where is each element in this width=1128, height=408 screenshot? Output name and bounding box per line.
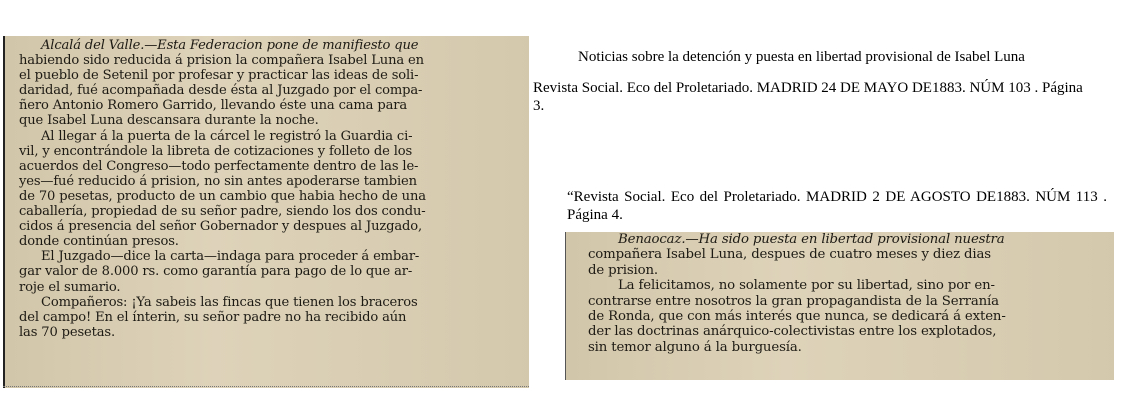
source-citation-may: Revista Social. Eco del Proletariado. MADRID 24 DE MAYO DE1883. NÚM 103 . Página 3. [533, 80, 1083, 114]
clipping-line: de Ronda, que con más interés que nunca, se dedicará á exten- [588, 309, 1006, 325]
clipping-line: sin temor alguno á la burguesía. [588, 339, 802, 355]
page-title: Noticias sobre la detención y puesta en libertad provisional de Isabel Luna [578, 49, 1025, 65]
clipping-line: acuerdos del Congreso—todo perfectamente dentro de las le- [19, 158, 419, 174]
clipping-line: de prision. [588, 262, 658, 278]
clipping-line: daridad, fué acompañada desde ésta al Juzgado por el compa- [19, 83, 423, 99]
clipping-line: La felicitamos, no solamente por su libertad, sino por en- [618, 278, 995, 294]
clipping-line: de 70 pesetas, producto de un cambio que habia hecho de una [19, 188, 426, 204]
clipping-line: Alcalá del Valle.—Esta Federacion pone de manifiesto que [41, 38, 419, 53]
clipping-line: cidos á presencia del señor Gobernador y despues al Juzgado, [19, 219, 422, 235]
clipping-line: yes—fué reducido á prision, no sin antes apoderarse tambien [19, 173, 417, 189]
clipping-line: compañera Isabel Luna, despues de cuatro meses y diez dias [588, 247, 991, 263]
clipping-line: vil, y encontrándole la libreta de cotizaciones y folleto de los [19, 143, 413, 159]
clipping-line: del campo! En el ínterin, su señor padre no ha recibido aún [19, 309, 407, 325]
clipping-line: caballería, propiedad de su señor padre, siendo los dos condu- [19, 204, 426, 220]
source-citation-august: “Revista Social. Eco del Proletariado. MADRID 2 DE AGOSTO DE1883. NÚM 113 . Página 4. [567, 189, 1107, 223]
clipping-line: donde continúan presos. [19, 234, 179, 250]
clipping-line: ñero Antonio Romero Garrido, llevando éste una cama para [19, 98, 407, 114]
clipping-line: el pueblo de Setenil por profesar y practicar las ideas de soli- [19, 68, 419, 84]
clipping-line: habiendo sido reducida á prision la compañera Isabel Luna en [19, 53, 424, 69]
clipping-line: Compañeros: ¡Ya sabeis las fincas que tienen los braceros [41, 294, 418, 310]
clipping-line: Al llegar á la puerta de la cárcel le registró la Guardia ci- [41, 128, 413, 144]
clipping-line: gar valor de 8.000 rs. como garantía para pago de lo que ar- [19, 264, 413, 280]
clipping-line: El Juzgado—dice la carta—indaga para proceder á embar- [41, 249, 420, 265]
clipping-line: roje el sumario. [19, 279, 121, 295]
newspaper-clipping-may-1883 [3, 36, 529, 388]
clipping-line: contrarse entre nosotros la gran propagandista de la Serranía [588, 293, 999, 309]
clipping-line: las 70 pesetas. [19, 324, 115, 340]
clipping-edge-divider [3, 386, 529, 393]
clipping-line: que Isabel Luna descansara durante la noche. [19, 113, 319, 129]
clipping-line: der las doctrinas anárquico-colectivistas entre los explotados, [588, 324, 997, 340]
newspaper-clipping-august-1883 [565, 232, 1114, 380]
clipping-line: Benaocaz.—Ha sido puesta en libertad provisional nuestra [618, 232, 1005, 247]
